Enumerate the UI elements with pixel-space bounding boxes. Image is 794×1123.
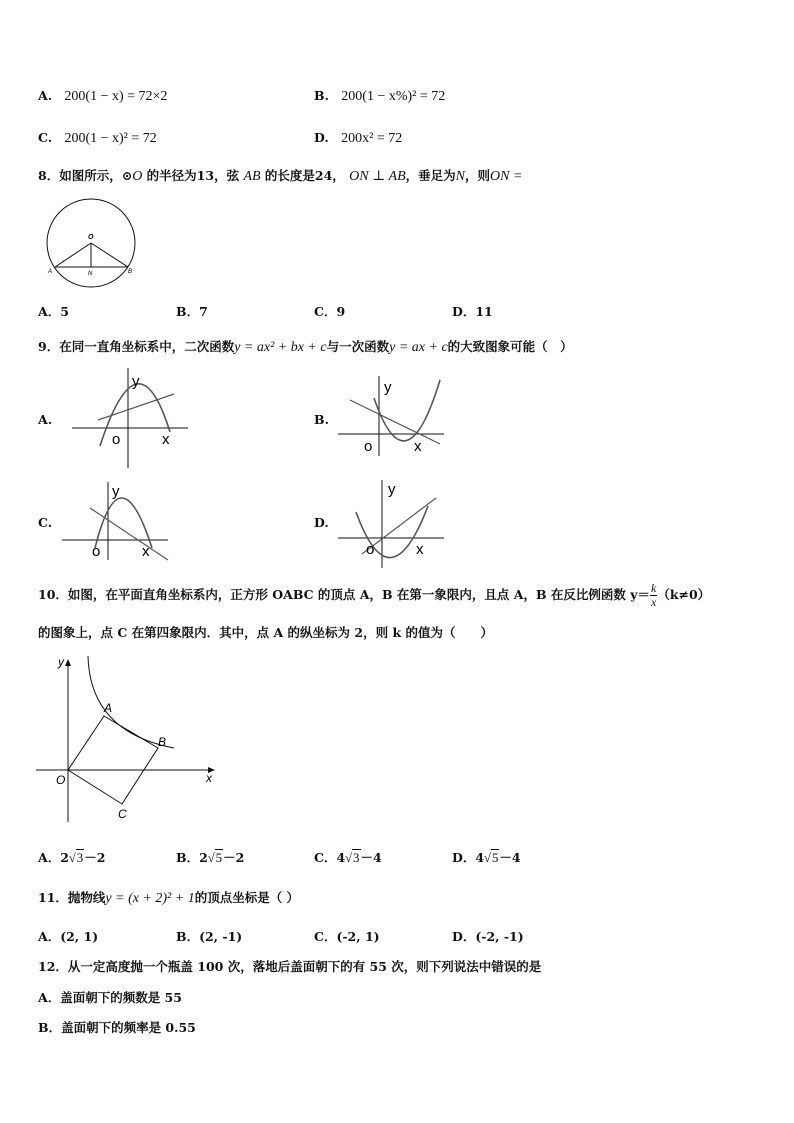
q10-stem-line1 <box>38 582 710 609</box>
fraction-denominator: x <box>650 595 657 609</box>
parabola-expression: y = (x + 2)² + 1 <box>105 891 195 906</box>
q11-stem <box>38 888 299 907</box>
option-label: C． <box>314 850 337 865</box>
stem-text: 的顶点坐标是（ ） <box>194 890 300 905</box>
option-tail: －4 <box>499 850 521 865</box>
q8-option-a: A．5 <box>38 304 69 319</box>
var-on-perp-ab: ON ⊥ AB <box>349 169 406 184</box>
q11-option-b: B．(2, -1) <box>176 929 243 944</box>
radius-ob <box>91 243 128 267</box>
label-b: B <box>158 735 167 749</box>
parabola <box>100 384 170 446</box>
stem-text: 9．在同一直角坐标系中，二次函数 <box>38 339 235 354</box>
stem-text: 的半径为13，弦 <box>146 168 240 183</box>
label-y: y <box>58 655 64 669</box>
line <box>90 508 168 560</box>
stem-text: 与一次函数 <box>326 339 390 354</box>
stem-text: （k≠0） <box>657 587 711 602</box>
option-label: C. <box>38 130 53 145</box>
stem-text: 10．如图，在平面直角坐标系内，正方形 OABC 的顶点 A，B 在第一象限内，且点 A，B 在反比例函数 y＝ <box>38 587 650 602</box>
label-x: x <box>142 543 150 560</box>
radicand: 3 <box>76 850 84 865</box>
q12-option-a: A．盖面朝下的频数是 55 <box>38 990 182 1005</box>
label-b: B <box>128 269 133 275</box>
q7-option-b <box>314 88 445 105</box>
option-tail: －4 <box>360 850 382 865</box>
option-label: D． <box>452 850 476 865</box>
option-label: A． <box>38 850 61 865</box>
label-y: y <box>132 373 140 390</box>
label-o: o <box>364 438 373 455</box>
option-expression: 200x² = 72 <box>341 131 403 146</box>
q8-option-c: C．9 <box>314 304 346 319</box>
option-label: B. <box>314 88 329 103</box>
stem-text: 的长度是24， <box>264 168 345 183</box>
radicand: 5 <box>491 850 499 865</box>
label-y: y <box>388 481 396 498</box>
q9-graph-d <box>336 476 446 572</box>
label-x: x <box>414 438 422 455</box>
label-x: x <box>416 541 424 558</box>
label-y: y <box>112 483 120 500</box>
q9-option-c-label: C. <box>38 515 53 530</box>
q10-option-b: B．2√5－2 <box>176 850 245 865</box>
option-label: D. <box>314 130 329 145</box>
label-c: C <box>118 807 127 821</box>
label-o: o <box>366 541 375 558</box>
var-ab: AB <box>243 169 261 184</box>
q11-option-c: C．(-2, 1) <box>314 929 380 944</box>
q10-option-d: D．4√5－4 <box>452 850 521 865</box>
q9-option-a-label: A. <box>38 412 53 427</box>
q7-option-d <box>314 130 402 147</box>
label-x: x <box>162 431 170 448</box>
label-a: A <box>104 701 113 715</box>
q10-stem-line2: 的图象上，点 C 在第四象限内．其中，点 A 的纵坐标为 2，则 k 的值为（ ） <box>38 625 493 640</box>
radicand: 3 <box>353 850 360 865</box>
q9-stem <box>38 337 573 356</box>
q12-option-b: B．盖面朝下的频率是 0.55 <box>38 1020 196 1035</box>
stem-text: 8．如图所示， <box>38 168 122 183</box>
option-expression: 200(1 − x%)² = 72 <box>341 89 446 104</box>
q9-option-b-label: B. <box>314 412 329 427</box>
stem-text: 11．抛物线 <box>38 890 106 905</box>
option-coefficient: 4 <box>475 850 485 865</box>
label-o: o <box>112 431 121 448</box>
q8-option-d: D．11 <box>452 304 493 319</box>
label-o: O <box>56 773 66 787</box>
label-o: o <box>92 543 101 560</box>
radius-oa <box>55 243 91 267</box>
quadratic-function: y = ax² + bx + c <box>234 340 327 355</box>
q11-option-a: A．(2, 1) <box>38 929 99 944</box>
q10-square-figure <box>34 652 224 824</box>
fraction-numerator: k <box>650 581 657 595</box>
q9-graph-c <box>60 478 170 562</box>
option-coefficient: 2 <box>60 850 69 865</box>
q9-graph-b <box>336 372 446 458</box>
var-n: N <box>455 169 465 184</box>
q11-option-d: D．(-2, -1) <box>452 929 524 944</box>
label-n: N <box>88 271 93 277</box>
label-y: y <box>384 379 392 396</box>
q8-stem <box>38 166 522 185</box>
label-o: O <box>88 234 94 241</box>
label-x: x <box>206 771 212 785</box>
option-tail: －2 <box>223 850 245 865</box>
stem-text: ，垂足为 <box>405 168 456 183</box>
stem-text: ，则 <box>465 168 491 183</box>
option-expression: 200(1 − x) = 72×2 <box>64 89 168 104</box>
q9-option-d-label: D. <box>314 515 329 530</box>
option-label: B． <box>176 850 200 865</box>
q7-option-c <box>38 130 157 147</box>
radicand: 5 <box>215 850 223 865</box>
q8-option-b: B．7 <box>176 304 208 319</box>
q12-stem: 12．从一定高度抛一个瓶盖 100 次，落地后盖面朝下的有 55 次，则下列说法中错误的是 <box>38 959 542 974</box>
option-expression: 200(1 − x)² = 72 <box>64 131 157 146</box>
option-label: A. <box>38 88 53 103</box>
var-on-eq: ON = <box>490 169 523 184</box>
q10-option-c: C．4√3－4 <box>314 850 382 865</box>
option-coefficient: 4 <box>336 850 346 865</box>
var-o: O <box>132 169 143 184</box>
square-oabc <box>68 716 158 804</box>
stem-text: 的大致图象可能（ ） <box>447 339 573 354</box>
option-coefficient: 2 <box>199 850 208 865</box>
q10-option-a: A．2√3－2 <box>38 850 106 865</box>
linear-function: y = ax + c <box>389 340 448 355</box>
q7-option-a <box>38 88 167 105</box>
q8-circle-figure <box>44 196 140 288</box>
q9-graph-a <box>70 364 190 472</box>
circle-symbol: ⊙ <box>121 168 133 183</box>
option-tail: －2 <box>84 850 106 865</box>
label-a: A <box>48 269 53 275</box>
line <box>98 394 174 420</box>
